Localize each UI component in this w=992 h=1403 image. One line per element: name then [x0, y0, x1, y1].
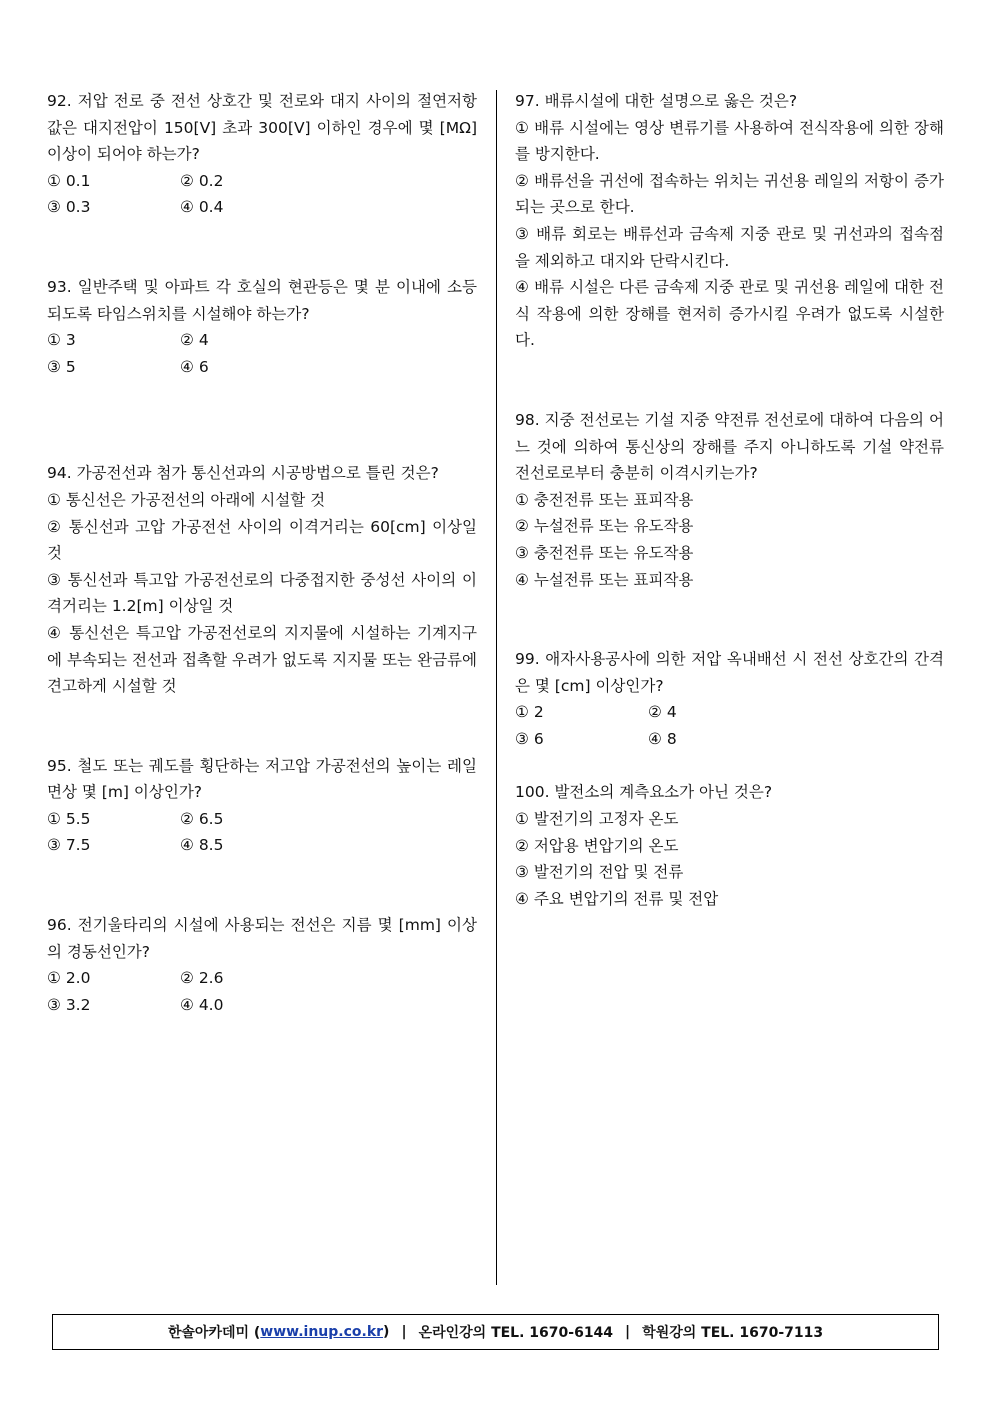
- option-2: ② 0.2: [180, 171, 224, 190]
- question-96: [47, 912, 477, 1018]
- option-1: ① 통신선은 가공전선의 아래에 시설할 것: [47, 490, 326, 509]
- left-column: [47, 88, 477, 1018]
- footer-separator: |: [625, 1324, 631, 1340]
- options: [47, 327, 477, 380]
- option-4: ④ 누설전류 또는 표피작용: [515, 570, 694, 589]
- question-94: [47, 460, 477, 699]
- option-3: ③ 5: [47, 357, 76, 376]
- option-1: ① 0.1: [47, 171, 91, 190]
- question-stem: 99. 애자사용공사에 의한 저압 옥내배선 시 전선 상호간의 간격은 몇 [cm] 이상인가?: [515, 650, 944, 695]
- academy-close: ): [383, 1324, 390, 1340]
- right-column: [515, 88, 944, 912]
- option-1: ① 발전기의 고정자 온도: [515, 810, 679, 829]
- option-3: ③ 7.5: [47, 836, 91, 855]
- online-phone: 온라인강의 TEL. 1670-6144: [418, 1325, 614, 1341]
- options: [47, 965, 477, 1018]
- question-98: [515, 407, 944, 593]
- option-1: ① 3: [47, 331, 76, 350]
- option-2: ② 통신선과 고압 가공전선 사이의 이격거리는 60[cm] 이상일 것: [47, 517, 477, 563]
- question-99: [515, 646, 944, 752]
- question-stem: 97. 배류시설에 대한 설명으로 옳은 것은?: [515, 92, 798, 110]
- question-stem: 100. 발전소의 계측요소가 아닌 것은?: [515, 783, 773, 802]
- question-stem: 93. 일반주택 및 아파트 각 호실의 현관등은 몇 분 이내에 소등 되도록 타임스위치를 시설해야 하는가?: [47, 277, 477, 323]
- option-1: ① 2.0: [47, 969, 91, 988]
- option-3: ③ 3.2: [47, 995, 91, 1014]
- footer-separator: |: [401, 1324, 407, 1340]
- option-4: ④ 통신선은 특고압 가공전선로의 지지물에 시설하는 기계지구에 부속되는 전선과 접촉할 우려가 없도록 지지물 또는 완금류에 견고하게 시설할 것: [47, 623, 477, 696]
- option-2: ② 4: [648, 703, 677, 722]
- option-2: ② 배류선을 귀선에 접속하는 위치는 귀선용 레일의 저항이 증가되는 곳으로 한다.: [515, 171, 944, 217]
- option-4: ④ 배류 시설은 다른 금속제 지중 관로 및 귀선용 레일에 대한 전식 작용에 의한 장해를 현저히 증가시킬 우려가 없도록 시설한다.: [515, 278, 944, 350]
- question-stem: 92. 저압 전로 중 전선 상호간 및 전로와 대지 사이의 절연저항 값은 대지전압이 150[V] 초과 300[V] 이하인 경우에 몇 [MΩ] 이상이 되어야 하는가?: [47, 92, 477, 164]
- question-95: [47, 753, 477, 859]
- question-stem: 96. 전기울타리의 시설에 사용되는 전선은 지름 몇 [mm] 이상의 경동선인가?: [47, 916, 477, 961]
- question-stem: 95. 철도 또는 궤도를 횡단하는 저고압 가공전선의 높이는 레일면상 몇 [m] 이상인가?: [47, 756, 477, 802]
- option-4: ④ 0.4: [180, 198, 224, 217]
- option-3: ③ 0.3: [47, 198, 91, 217]
- option-4: ④ 6: [180, 357, 209, 376]
- option-4: ④ 주요 변압기의 전류 및 전압: [515, 889, 719, 908]
- option-1: ① 충전전류 또는 표피작용: [515, 490, 694, 509]
- option-3: ③ 통신선과 특고압 가공전선로의 다중접지한 중성선 사이의 이격거리는 1.2[m] 이상일 것: [47, 570, 477, 616]
- option-3: ③ 배류 회로는 배류선과 금속제 지중 관로 및 귀선과의 접속점을 제외하고 대지와 단락시킨다.: [515, 224, 944, 270]
- option-4: ④ 8.5: [180, 836, 224, 855]
- academy-link[interactable]: www.inup.co.kr: [260, 1324, 384, 1340]
- option-2: ② 누설전류 또는 유도작용: [515, 517, 694, 536]
- question-93: [47, 274, 477, 380]
- footer-bar: [52, 1314, 939, 1350]
- question-97: [515, 88, 944, 354]
- option-1: ① 2: [515, 703, 544, 722]
- question-100: [515, 779, 944, 912]
- option-1: ① 배류 시설에는 영상 변류기를 사용하여 전식작용에 의한 장해를 방지한다.: [515, 118, 944, 164]
- option-3: ③ 충전전류 또는 유도작용: [515, 543, 694, 562]
- option-2: ② 2.6: [180, 969, 224, 988]
- question-stem: 98. 지중 전선로는 기설 지중 약전류 전선로에 대하여 다음의 어느 것에 의하여 통신상의 장해를 주지 아니하도록 기설 약전류 전선로로부터 충분히 이격시키는가?: [515, 410, 944, 483]
- option-1: ① 5.5: [47, 809, 91, 828]
- option-2: ② 저압용 변압기의 온도: [515, 836, 679, 855]
- question-stem: 94. 가공전선과 첨가 통신선과의 시공방법으로 틀린 것은?: [47, 464, 439, 483]
- options: [515, 699, 944, 752]
- option-4: ④ 8: [648, 729, 677, 748]
- column-divider: [496, 90, 497, 1285]
- option-3: ③ 6: [515, 729, 544, 748]
- options: [47, 806, 477, 859]
- options: [47, 168, 477, 221]
- option-4: ④ 4.0: [180, 995, 224, 1014]
- offline-phone: 학원강의 TEL. 1670-7113: [642, 1325, 824, 1341]
- option-3: ③ 발전기의 전압 및 전류: [515, 863, 684, 882]
- option-2: ② 4: [180, 331, 209, 350]
- option-2: ② 6.5: [180, 809, 224, 828]
- academy-name: 한솔아카데미 (: [167, 1325, 261, 1341]
- question-92: [47, 88, 477, 221]
